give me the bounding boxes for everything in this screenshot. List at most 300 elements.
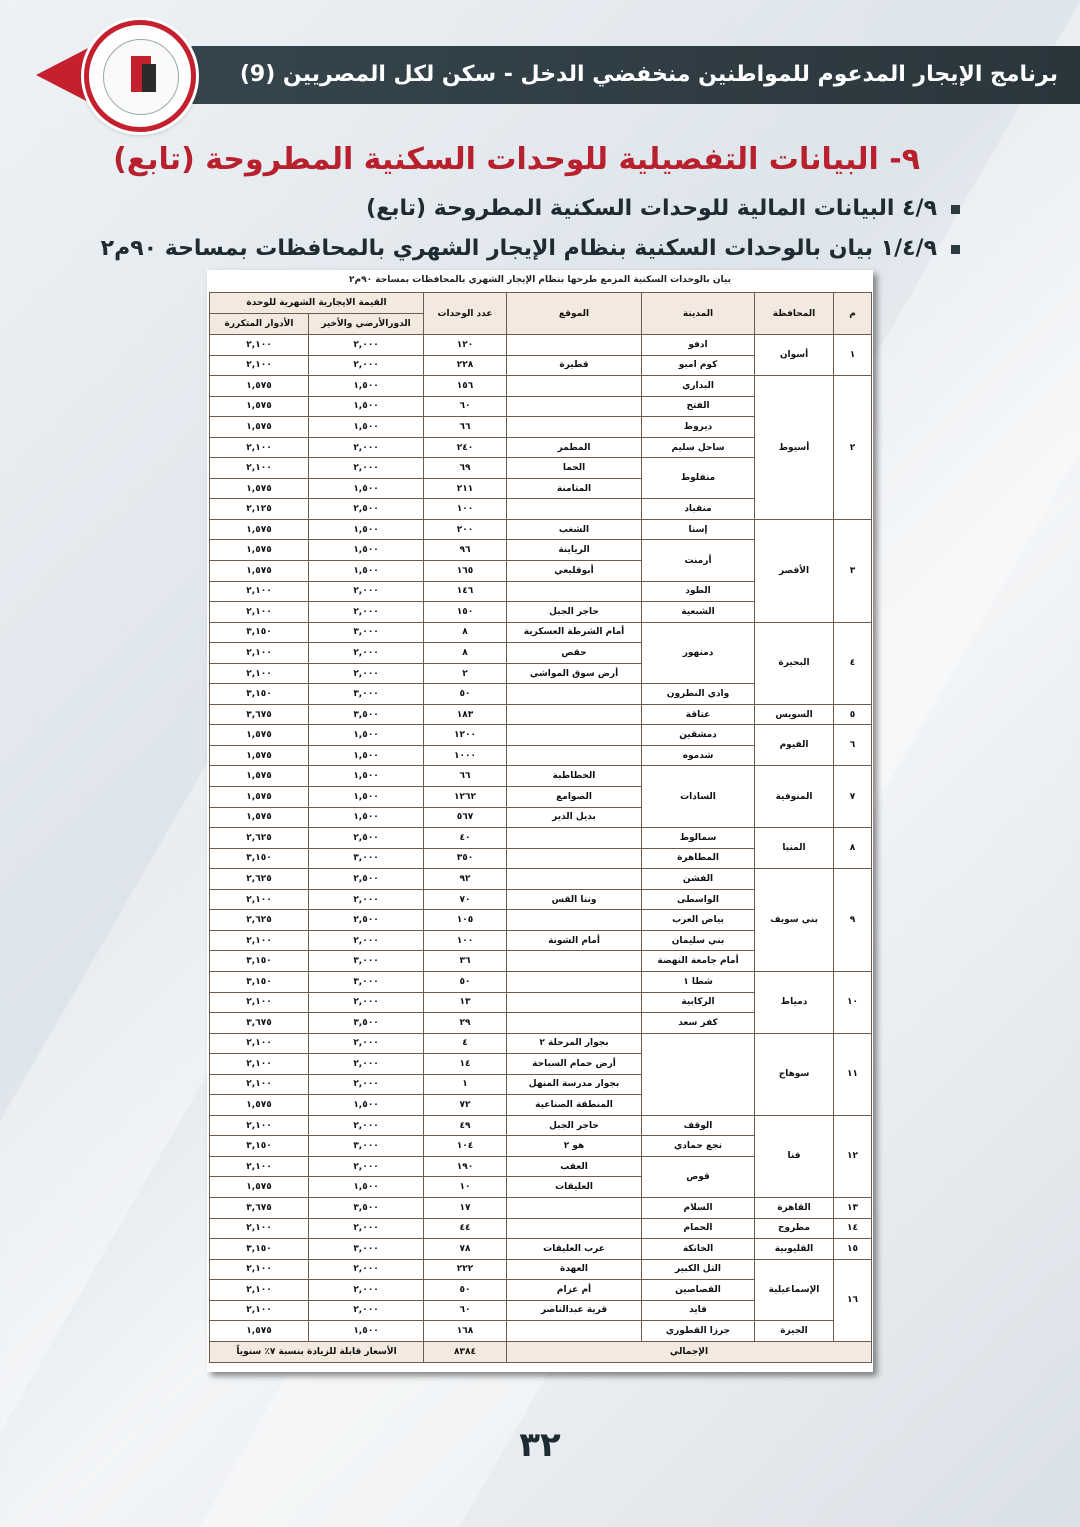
location-cell — [507, 725, 642, 746]
rent-repeat-cell: ٣,١٥٠ — [210, 684, 309, 705]
units-cell: ١٠٠ — [424, 930, 507, 951]
total-units: ٨٣٨٤ — [424, 1341, 507, 1362]
rent-ground-cell: ٣,٠٠٠ — [309, 684, 424, 705]
units-cell: ١٢٠ — [424, 335, 507, 356]
city-cell: ساحل سليم — [642, 437, 755, 458]
rent-table — [209, 292, 872, 1363]
row-number: ٩ — [834, 869, 872, 972]
units-cell: ٢٩ — [424, 1013, 507, 1034]
table-row — [210, 1321, 872, 1342]
location-cell: المنطقة الصناعية — [507, 1095, 642, 1116]
city-cell: دمشقين — [642, 725, 755, 746]
rent-repeat-cell: ٢,١٠٠ — [210, 355, 309, 376]
units-cell: ٦٠ — [424, 396, 507, 417]
city-cell — [642, 1033, 755, 1115]
city-cell: منفلوط — [642, 458, 755, 499]
logo-emblem — [103, 39, 179, 115]
city-cell: البداري — [642, 376, 755, 397]
row-number: ١١ — [834, 1033, 872, 1115]
city-cell: الطود — [642, 581, 755, 602]
rent-repeat-cell: ٢,١٠٠ — [210, 1300, 309, 1321]
units-cell: ٤٤ — [424, 1218, 507, 1239]
location-cell: حقص — [507, 643, 642, 664]
row-number: ٨ — [834, 828, 872, 869]
rent-ground-cell: ٢,٠٠٠ — [309, 643, 424, 664]
table-row — [210, 335, 872, 356]
governorate-cell: القاهرة — [755, 1197, 834, 1218]
units-cell: ١٤٦ — [424, 581, 507, 602]
location-cell — [507, 971, 642, 992]
rent-repeat-cell: ١,٥٧٥ — [210, 561, 309, 582]
table-row — [210, 622, 872, 643]
table-row — [210, 1239, 872, 1260]
location-cell: الشغب — [507, 519, 642, 540]
city-cell: السلام — [642, 1197, 755, 1218]
governorate-cell: أسوان — [755, 335, 834, 376]
city-cell: الركابية — [642, 992, 755, 1013]
rent-repeat-cell: ٢,٦٢٥ — [210, 869, 309, 890]
rent-ground-cell: ٣,٠٠٠ — [309, 951, 424, 972]
location-cell — [507, 704, 642, 725]
location-cell — [507, 1321, 642, 1342]
units-cell: ٤٠ — [424, 828, 507, 849]
units-cell: ١٠٠٠ — [424, 745, 507, 766]
table-row — [210, 1259, 872, 1280]
units-cell: ٢٢٢ — [424, 1259, 507, 1280]
header-city: المدينة — [642, 293, 755, 335]
rent-ground-cell: ٢,٠٠٠ — [309, 355, 424, 376]
units-cell: ٣٦ — [424, 951, 507, 972]
rent-ground-cell: ١,٥٠٠ — [309, 1177, 424, 1198]
rent-ground-cell: ٢,٠٠٠ — [309, 930, 424, 951]
bullet-icon — [951, 205, 960, 214]
units-cell: ١٠٥ — [424, 910, 507, 931]
rent-repeat-cell: ٣,١٥٠ — [210, 1239, 309, 1260]
rent-ground-cell: ١,٥٠٠ — [309, 396, 424, 417]
units-cell: ١٠٤ — [424, 1136, 507, 1157]
city-cell: الشبعية — [642, 602, 755, 623]
city-cell: كفر سعد — [642, 1013, 755, 1034]
rent-ground-cell: ٣,٠٠٠ — [309, 1239, 424, 1260]
location-cell — [507, 848, 642, 869]
header-rent-ground: الدورالأرضي والأخير — [309, 314, 424, 335]
table-row — [210, 1197, 872, 1218]
rent-repeat-cell: ٢,١٢٥ — [210, 499, 309, 520]
rent-ground-cell: ٣,٠٠٠ — [309, 971, 424, 992]
location-cell: بجوار المرحلة ٢ — [507, 1033, 642, 1054]
location-cell: العليقات — [507, 1177, 642, 1198]
rent-ground-cell: ١,٥٠٠ — [309, 766, 424, 787]
governorate-cell: المنيا — [755, 828, 834, 869]
units-cell: ٤ — [424, 1033, 507, 1054]
rent-repeat-cell: ٣,١٥٠ — [210, 1136, 309, 1157]
units-cell: ١٥٦ — [424, 376, 507, 397]
city-cell: شدموه — [642, 745, 755, 766]
rent-repeat-cell: ١,٥٧٥ — [210, 1321, 309, 1342]
units-cell: ١٦٥ — [424, 561, 507, 582]
governorate-cell: الأقصر — [755, 519, 834, 622]
location-cell: المتامنة — [507, 478, 642, 499]
rent-repeat-cell: ٢,١٠٠ — [210, 1259, 309, 1280]
rent-repeat-cell: ٢,١٠٠ — [210, 602, 309, 623]
table-row — [210, 519, 872, 540]
city-cell: الفشن — [642, 869, 755, 890]
rent-ground-cell: ٢,٠٠٠ — [309, 992, 424, 1013]
rent-ground-cell: ٢,٠٠٠ — [309, 1033, 424, 1054]
rent-ground-cell: ٢,٠٠٠ — [309, 889, 424, 910]
units-cell: ١٣ — [424, 992, 507, 1013]
rent-repeat-cell: ٣,٦٧٥ — [210, 704, 309, 725]
rent-repeat-cell: ١,٥٧٥ — [210, 1177, 309, 1198]
location-cell — [507, 1013, 642, 1034]
rent-ground-cell: ١,٥٠٠ — [309, 561, 424, 582]
units-cell: ٧٨ — [424, 1239, 507, 1260]
units-cell: ٦٠ — [424, 1300, 507, 1321]
location-cell: الخطاطبة — [507, 766, 642, 787]
header-units: عدد الوحدات — [424, 293, 507, 335]
banner-bar — [186, 46, 1080, 104]
city-cell: المطاهرة — [642, 848, 755, 869]
location-cell — [507, 828, 642, 849]
rent-ground-cell: ٢,٠٠٠ — [309, 581, 424, 602]
rent-ground-cell: ١,٥٠٠ — [309, 787, 424, 808]
rent-repeat-cell: ٢,١٠٠ — [210, 1074, 309, 1095]
location-cell: أرض سوق المواشي — [507, 663, 642, 684]
units-cell: ٦٦ — [424, 766, 507, 787]
rent-ground-cell: ٢,٠٠٠ — [309, 437, 424, 458]
city-cell: ديروط — [642, 417, 755, 438]
rent-repeat-cell: ١,٥٧٥ — [210, 417, 309, 438]
city-cell: أمام جامعة النهضة — [642, 951, 755, 972]
city-cell: التل الكبير — [642, 1259, 755, 1280]
units-cell: ٢١١ — [424, 478, 507, 499]
governorate-cell: سوهاج — [755, 1033, 834, 1115]
rent-ground-cell: ٢,٠٠٠ — [309, 1280, 424, 1301]
units-cell: ١٧ — [424, 1197, 507, 1218]
location-cell: أبوقليعي — [507, 561, 642, 582]
rent-ground-cell: ٢,٠٠٠ — [309, 1218, 424, 1239]
city-cell: منقباد — [642, 499, 755, 520]
rent-ground-cell: ٢,٠٠٠ — [309, 663, 424, 684]
total-label: الإجمالي — [507, 1341, 872, 1362]
units-cell: ١ — [424, 1074, 507, 1095]
location-cell — [507, 396, 642, 417]
rent-repeat-cell: ٢,٦٢٥ — [210, 828, 309, 849]
units-cell: ٢٢٨ — [424, 355, 507, 376]
units-cell: ١٤ — [424, 1054, 507, 1075]
row-number: ١٦ — [834, 1259, 872, 1341]
location-cell: أمام الشونة — [507, 930, 642, 951]
units-cell: ١٠ — [424, 1177, 507, 1198]
rent-ground-cell: ٢,٠٠٠ — [309, 458, 424, 479]
row-number: ٦ — [834, 725, 872, 766]
governorate-cell: الجيزة — [755, 1321, 834, 1342]
governorate-cell: أسيوط — [755, 376, 834, 520]
governorate-cell: المنوفية — [755, 766, 834, 828]
location-cell — [507, 1197, 642, 1218]
rent-ground-cell: ٢,٥٠٠ — [309, 869, 424, 890]
governorate-cell: البحيرة — [755, 622, 834, 704]
rent-repeat-cell: ١,٥٧٥ — [210, 519, 309, 540]
rent-repeat-cell: ٢,١٠٠ — [210, 1280, 309, 1301]
rent-ground-cell: ١,٥٠٠ — [309, 540, 424, 561]
location-cell: بديل الدير — [507, 807, 642, 828]
rent-ground-cell: ١,٥٠٠ — [309, 478, 424, 499]
units-cell: ١٥٠ — [424, 602, 507, 623]
city-cell: السادات — [642, 766, 755, 828]
units-cell: ١٢٠٠ — [424, 725, 507, 746]
units-cell: ٧٢ — [424, 1095, 507, 1116]
rent-repeat-cell: ٢,١٠٠ — [210, 1054, 309, 1075]
rent-ground-cell: ٢,٠٠٠ — [309, 1115, 424, 1136]
rent-repeat-cell: ٣,١٥٠ — [210, 971, 309, 992]
rent-repeat-cell: ١,٥٧٥ — [210, 396, 309, 417]
table-row — [210, 725, 872, 746]
rent-ground-cell: ٢,٥٠٠ — [309, 499, 424, 520]
rent-ground-cell: ٣,٥٠٠ — [309, 1013, 424, 1034]
rent-ground-cell: ٣,٠٠٠ — [309, 848, 424, 869]
row-number: ٣ — [834, 519, 872, 622]
units-cell: ٥٠ — [424, 971, 507, 992]
location-cell — [507, 992, 642, 1013]
rent-repeat-cell: ٢,١٠٠ — [210, 335, 309, 356]
rent-ground-cell: ٣,٥٠٠ — [309, 1197, 424, 1218]
location-cell — [507, 910, 642, 931]
units-cell: ٥٦٧ — [424, 807, 507, 828]
header-m: م — [834, 293, 872, 335]
location-cell — [507, 745, 642, 766]
table-row — [210, 376, 872, 397]
location-cell — [507, 1218, 642, 1239]
rent-repeat-cell: ١,٥٧٥ — [210, 725, 309, 746]
units-cell: ٨ — [424, 622, 507, 643]
units-cell: ٥٠ — [424, 1280, 507, 1301]
row-number: ١٣ — [834, 1197, 872, 1218]
city-cell: الحمام — [642, 1218, 755, 1239]
table-row — [210, 869, 872, 890]
city-cell: الواسطى — [642, 889, 755, 910]
city-cell: فايد — [642, 1300, 755, 1321]
header-location: الموقع — [507, 293, 642, 335]
location-cell: هو ٢ — [507, 1136, 642, 1157]
rent-repeat-cell: ٣,١٥٠ — [210, 951, 309, 972]
units-cell: ٣٥٠ — [424, 848, 507, 869]
rent-table-card — [207, 270, 873, 1372]
units-cell: ٢ — [424, 663, 507, 684]
rent-ground-cell: ١,٥٠٠ — [309, 519, 424, 540]
rent-ground-cell: ١,٥٠٠ — [309, 376, 424, 397]
rent-ground-cell: ٢,٠٠٠ — [309, 1259, 424, 1280]
units-cell: ٩٦ — [424, 540, 507, 561]
rent-ground-cell: ٢,٠٠٠ — [309, 335, 424, 356]
table-row — [210, 1033, 872, 1054]
city-cell: جرزا القطوري — [642, 1321, 755, 1342]
location-cell: حاجر الجبل — [507, 1115, 642, 1136]
row-number: ٤ — [834, 622, 872, 704]
section-heading: ٩- البيانات التفصيلية للوحدات السكنية المطروحة (تابع) — [113, 142, 920, 177]
table-body — [210, 335, 872, 1342]
row-number: ٥ — [834, 704, 872, 725]
city-cell: شطا ١ — [642, 971, 755, 992]
governorate-cell: الإسماعيلية — [755, 1259, 834, 1321]
rent-repeat-cell: ١,٥٧٥ — [210, 1095, 309, 1116]
units-cell: ٢٠٠ — [424, 519, 507, 540]
location-cell: أم عزام — [507, 1280, 642, 1301]
location-cell: الحما — [507, 458, 642, 479]
table-row — [210, 1115, 872, 1136]
rent-repeat-cell: ١,٥٧٥ — [210, 540, 309, 561]
location-cell — [507, 581, 642, 602]
location-cell — [507, 499, 642, 520]
rent-repeat-cell: ٣,٦٧٥ — [210, 1197, 309, 1218]
city-cell: بياض العرب — [642, 910, 755, 931]
location-cell: أمام الشرطة العسكرية — [507, 622, 642, 643]
governorate-cell: الفيوم — [755, 725, 834, 766]
rent-repeat-cell: ١,٥٧٥ — [210, 478, 309, 499]
price-note: الأسعار قابلة للزيادة بنسبة ٧٪ سنوياً — [210, 1341, 424, 1362]
city-cell: القصاصين — [642, 1280, 755, 1301]
row-number: ١ — [834, 335, 872, 376]
location-cell: العهدة — [507, 1259, 642, 1280]
location-cell: العقب — [507, 1156, 642, 1177]
location-cell — [507, 335, 642, 356]
units-cell: ١٢٦٢ — [424, 787, 507, 808]
row-number: ١٥ — [834, 1239, 872, 1260]
rent-repeat-cell: ٢,١٠٠ — [210, 1156, 309, 1177]
header-governorate: المحافظة — [755, 293, 834, 335]
rent-ground-cell: ١,٥٠٠ — [309, 745, 424, 766]
location-cell — [507, 417, 642, 438]
units-cell: ٤٩ — [424, 1115, 507, 1136]
fund-logo — [84, 20, 196, 132]
row-number: ١٤ — [834, 1218, 872, 1239]
rent-ground-cell: ٣,٥٠٠ — [309, 704, 424, 725]
city-cell: سمالوط — [642, 828, 755, 849]
row-number: ٧ — [834, 766, 872, 828]
table-total-row — [210, 1341, 872, 1362]
units-cell: ٩٢ — [424, 869, 507, 890]
units-cell: ٨ — [424, 643, 507, 664]
location-cell — [507, 869, 642, 890]
page-number: ٣٢ — [519, 1425, 561, 1465]
rent-repeat-cell: ١,٥٧٥ — [210, 807, 309, 828]
units-cell: ٦٦ — [424, 417, 507, 438]
rent-ground-cell: ٣,٠٠٠ — [309, 1136, 424, 1157]
subheading-monthly-rent — [101, 236, 960, 261]
rent-repeat-cell: ٢,١٠٠ — [210, 458, 309, 479]
subheading-financial — [366, 196, 960, 221]
units-cell: ٢٤٠ — [424, 437, 507, 458]
location-cell: أرض حمام السباحة — [507, 1054, 642, 1075]
rent-repeat-cell: ١,٥٧٥ — [210, 766, 309, 787]
city-cell: نجع حمادي — [642, 1136, 755, 1157]
rent-ground-cell: ٣,٠٠٠ — [309, 622, 424, 643]
header-rent-repeat: الأدوار المتكررة — [210, 314, 309, 335]
governorate-cell: دمياط — [755, 971, 834, 1033]
units-cell: ٧٠ — [424, 889, 507, 910]
table-row — [210, 828, 872, 849]
rent-repeat-cell: ٢,١٠٠ — [210, 437, 309, 458]
rent-repeat-cell: ٢,١٠٠ — [210, 1218, 309, 1239]
rent-ground-cell: ٢,٥٠٠ — [309, 910, 424, 931]
location-cell: حاجر الجبل — [507, 602, 642, 623]
rent-repeat-cell: ٢,٦٢٥ — [210, 910, 309, 931]
rent-repeat-cell: ٣,١٥٠ — [210, 622, 309, 643]
city-cell: ادفو — [642, 335, 755, 356]
rent-repeat-cell: ٢,١٠٠ — [210, 1115, 309, 1136]
location-cell: عرب العليقات — [507, 1239, 642, 1260]
bullet-icon — [951, 245, 960, 254]
table-row — [210, 766, 872, 787]
city-cell: وادي النطرون — [642, 684, 755, 705]
units-cell: ١٦٨ — [424, 1321, 507, 1342]
rent-ground-cell: ١,٥٠٠ — [309, 1095, 424, 1116]
city-cell: الوقف — [642, 1115, 755, 1136]
rent-repeat-cell: ٣,٦٧٥ — [210, 1013, 309, 1034]
header-rent-group: القيمة الايجارية الشهرية للوحدة — [210, 293, 424, 314]
building-icon-secondary — [142, 64, 156, 92]
rent-repeat-cell: ٢,١٠٠ — [210, 643, 309, 664]
location-cell — [507, 951, 642, 972]
subheading-monthly-rent-text: ١/٤/٩ بيان بالوحدات السكنية بنظام الإيجار الشهري بالمحافظات بمساحة ٩٠م٢ — [100, 236, 937, 261]
city-cell: الفتح — [642, 396, 755, 417]
location-cell: قرية عبدالناصر — [507, 1300, 642, 1321]
city-cell: بني سليمان — [642, 930, 755, 951]
banner-title: برنامج الإيجار المدعوم للمواطنين منخفضي الدخل - سكن لكل المصريين (9) — [239, 62, 1058, 87]
subheading-financial-text: ٤/٩ البيانات المالية للوحدات السكنية المطروحة (تابع) — [366, 196, 937, 221]
rent-ground-cell: ٢,٠٠٠ — [309, 1054, 424, 1075]
governorate-cell: قنا — [755, 1115, 834, 1197]
table-row — [210, 1218, 872, 1239]
units-cell: ١٩٠ — [424, 1156, 507, 1177]
city-cell: كوم امبو — [642, 355, 755, 376]
rent-repeat-cell: ١,٥٧٥ — [210, 745, 309, 766]
location-cell — [507, 684, 642, 705]
location-cell: بجوار مدرسة المنهل — [507, 1074, 642, 1095]
rent-ground-cell: ٢,٠٠٠ — [309, 1300, 424, 1321]
rent-repeat-cell: ٢,١٠٠ — [210, 1033, 309, 1054]
rent-repeat-cell: ١,٥٧٥ — [210, 787, 309, 808]
city-cell: قوص — [642, 1156, 755, 1197]
city-cell: عتاقة — [642, 704, 755, 725]
row-number: ١٢ — [834, 1115, 872, 1197]
location-cell: الرياينة — [507, 540, 642, 561]
location-cell: وننا القس — [507, 889, 642, 910]
units-cell: ٦٩ — [424, 458, 507, 479]
table-caption: بيان بالوحدات السكنية المزمع طرحها بنظام الإيجار الشهري بالمحافظات بمساحة ٩٠م٢ — [349, 275, 731, 285]
governorate-cell: بني سويف — [755, 869, 834, 972]
city-cell: الخانكة — [642, 1239, 755, 1260]
rent-repeat-cell: ١,٥٧٥ — [210, 376, 309, 397]
rent-repeat-cell: ٢,١٠٠ — [210, 930, 309, 951]
rent-ground-cell: ١,٥٠٠ — [309, 1321, 424, 1342]
city-cell: دمنهور — [642, 622, 755, 684]
rent-repeat-cell: ٢,١٠٠ — [210, 889, 309, 910]
table-row — [210, 971, 872, 992]
row-number: ٢ — [834, 376, 872, 520]
rent-ground-cell: ١,٥٠٠ — [309, 807, 424, 828]
units-cell: ١٨٣ — [424, 704, 507, 725]
location-cell: المطمر — [507, 437, 642, 458]
rent-repeat-cell: ٣,١٥٠ — [210, 848, 309, 869]
table-row — [210, 704, 872, 725]
units-cell: ٥٠ — [424, 684, 507, 705]
rent-ground-cell: ٢,٠٠٠ — [309, 602, 424, 623]
rent-repeat-cell: ٢,١٠٠ — [210, 663, 309, 684]
units-cell: ١٠٠ — [424, 499, 507, 520]
city-cell: إسنا — [642, 519, 755, 540]
rent-ground-cell: ١,٥٠٠ — [309, 417, 424, 438]
